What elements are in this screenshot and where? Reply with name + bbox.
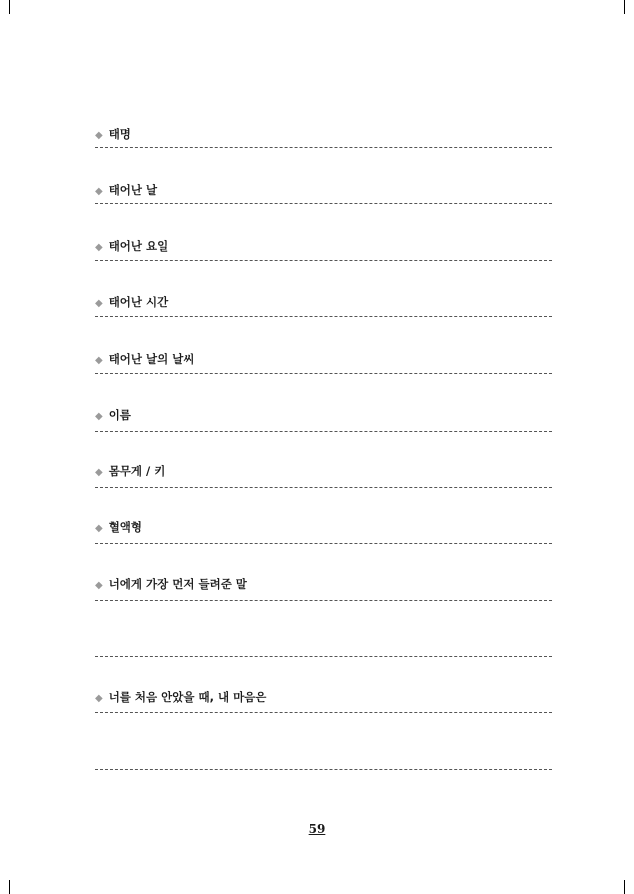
field-label: 이름 — [108, 408, 131, 422]
diamond-bullet-icon: ◆ — [95, 130, 103, 141]
field-label: 너에게 가장 먼저 들려준 말 — [108, 577, 247, 591]
diamond-bullet-icon: ◆ — [95, 355, 103, 366]
diamond-bullet-icon: ◆ — [95, 298, 103, 309]
write-line[interactable] — [95, 769, 552, 770]
diamond-bullet-icon: ◆ — [95, 411, 103, 422]
crop-mark — [624, 0, 625, 14]
field-label: 태어난 요일 — [108, 239, 169, 253]
field-label: 혈액형 — [108, 520, 143, 534]
crop-mark — [624, 880, 625, 894]
write-line[interactable] — [95, 543, 552, 544]
write-line[interactable] — [95, 431, 552, 432]
write-line[interactable] — [95, 316, 552, 317]
diamond-bullet-icon: ◆ — [95, 693, 103, 704]
diamond-bullet-icon: ◆ — [95, 186, 103, 197]
crop-mark — [9, 880, 10, 894]
field-label: 너를 처음 안았을 때, 내 마음은 — [108, 690, 267, 704]
write-line[interactable] — [95, 656, 552, 657]
field-label: 몸무게 / 키 — [108, 464, 166, 478]
field-label: 태명 — [108, 127, 131, 141]
field-label: 태어난 날 — [108, 183, 158, 197]
write-line[interactable] — [95, 373, 552, 374]
write-line[interactable] — [95, 487, 552, 488]
field-label: 태어난 날의 날씨 — [108, 352, 195, 366]
write-line[interactable] — [95, 203, 552, 204]
write-line[interactable] — [95, 712, 552, 713]
diamond-bullet-icon: ◆ — [95, 467, 103, 478]
write-line[interactable] — [95, 600, 552, 601]
write-line[interactable] — [95, 260, 552, 261]
write-line[interactable] — [95, 147, 552, 148]
diamond-bullet-icon: ◆ — [95, 242, 103, 253]
diamond-bullet-icon: ◆ — [95, 523, 103, 534]
page-number: 59 — [308, 822, 326, 836]
field-label: 태어난 시간 — [108, 295, 169, 309]
diamond-bullet-icon: ◆ — [95, 580, 103, 591]
crop-mark — [9, 0, 10, 14]
